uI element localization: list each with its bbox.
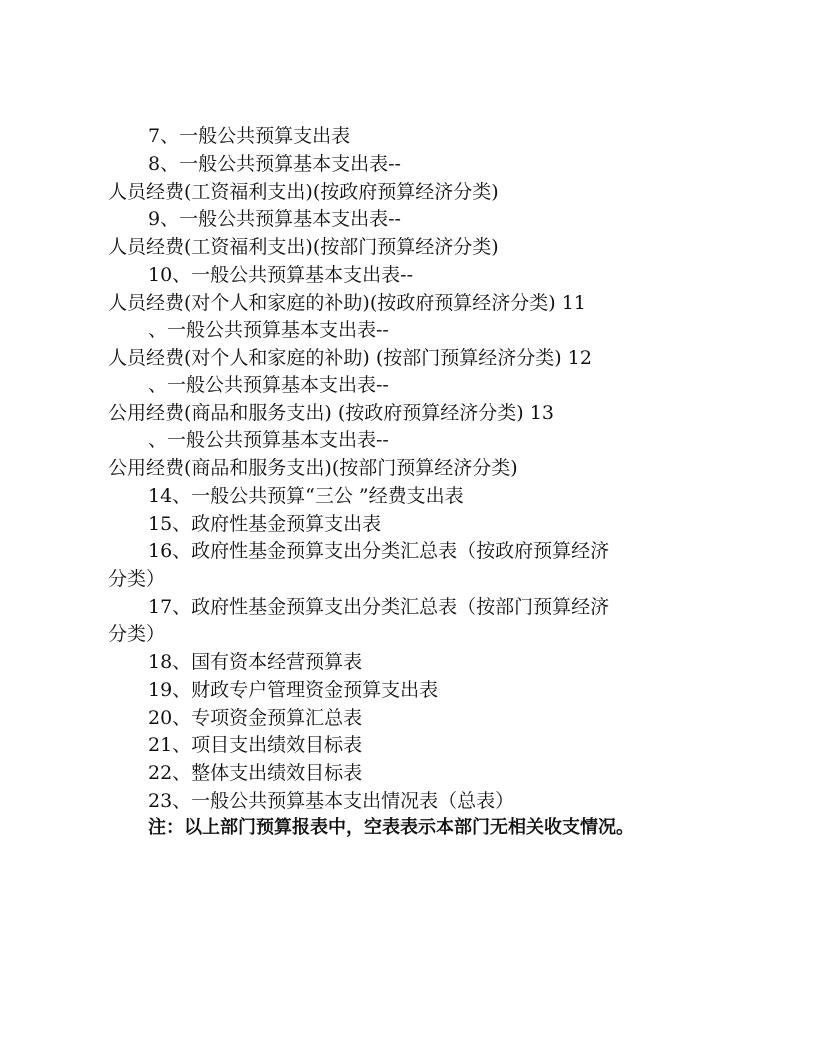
list-item: 16、政府性基金预算支出分类汇总表（按政府预算经济 [148, 540, 610, 562]
list-item: 7、一般公共预算支出表 [148, 125, 351, 147]
list-item-continuation: 分类） [108, 623, 166, 645]
list-item: 8、一般公共预算基本支出表-- [148, 153, 401, 175]
list-item: 15、政府性基金预算支出表 [148, 513, 382, 535]
list-item-continuation: 人员经费(工资福利支出)(按部门预算经济分类) [108, 236, 499, 258]
list-item: 18、国有资本经营预算表 [148, 651, 363, 673]
list-item: 21、项目支出绩效目标表 [148, 734, 363, 756]
list-item-continuation: 人员经费(工资福利支出)(按政府预算经济分类) [108, 181, 499, 203]
list-item: 20、专项资金预算汇总表 [148, 707, 363, 729]
list-item: 、一般公共预算基本支出表-- [148, 319, 389, 341]
list-item: 19、财政专户管理资金预算支出表 [148, 679, 439, 701]
list-item-continuation: 公用经费(商品和服务支出) (按政府预算经济分类) 13 [108, 402, 554, 424]
list-item: 、一般公共预算基本支出表-- [148, 429, 389, 451]
list-item-continuation: 人员经费(对个人和家庭的补助) (按部门预算经济分类) 12 [108, 347, 592, 369]
list-item-continuation: 分类） [108, 568, 166, 590]
list-item: 22、整体支出绩效目标表 [148, 762, 363, 784]
list-item-continuation: 人员经费(对个人和家庭的补助)(按政府预算经济分类) 11 [108, 292, 586, 314]
list-item: 10、一般公共预算基本支出表-- [148, 264, 414, 286]
list-item: 、一般公共预算基本支出表-- [148, 374, 389, 396]
list-item: 14、一般公共预算“三公 ”经费支出表 [148, 485, 464, 507]
footnote: 注：以上部门预算报表中，空表表示本部门无相关收支情况。 [148, 817, 634, 838]
list-item-continuation: 公用经费(商品和服务支出)(按部门预算经济分类) [108, 457, 518, 479]
list-item: 9、一般公共预算基本支出表-- [148, 208, 401, 230]
list-item: 23、一般公共预算基本支出情况表（总表） [148, 790, 515, 812]
list-item: 17、政府性基金预算支出分类汇总表（按部门预算经济 [148, 596, 610, 618]
